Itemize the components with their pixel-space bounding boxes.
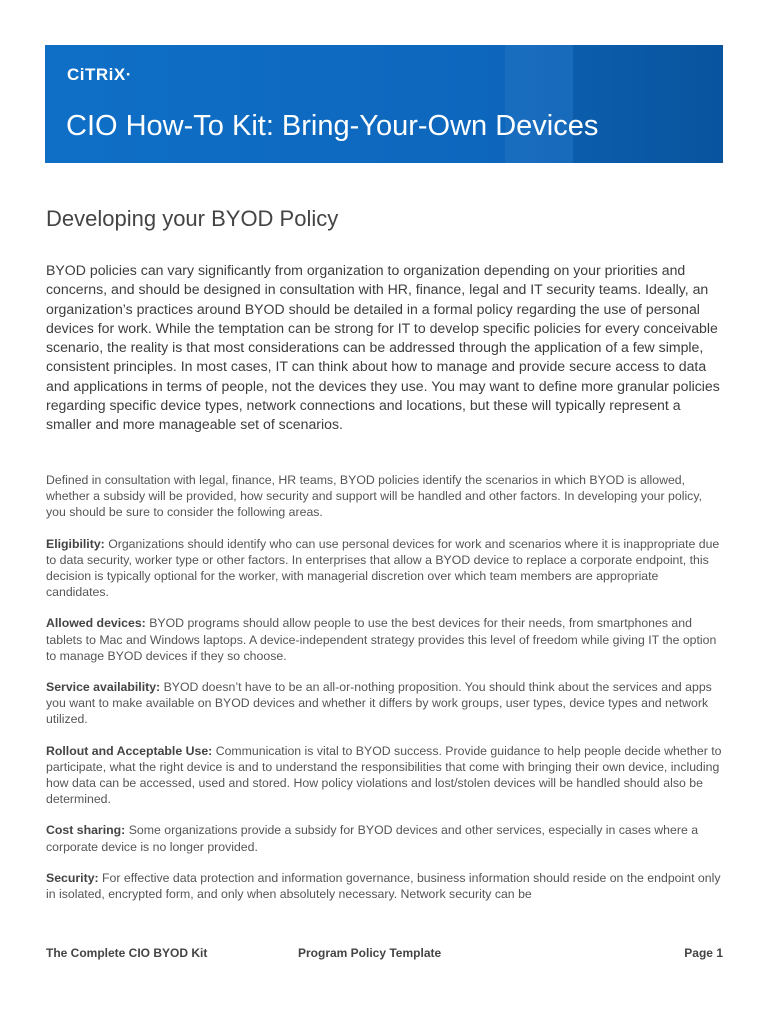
policy-area-term: Cost sharing: (46, 823, 126, 838)
policy-area (46, 822, 724, 854)
citrix-logo: CiTRiX· (67, 65, 132, 84)
policy-area-text: Organizations should identify who can use personal devices for work and scenarios where it is inappropriate due to data security, worker type or other factors. In enterprises that allow a BYOD device to replace a corporate endpoint, this decision is typically optional for the worker, with managerial discretion over which team members are appropriate candidates. (46, 536, 720, 600)
policy-area (46, 615, 724, 664)
lead-paragraph: Defined in consultation with legal, finance, HR teams, BYOD policies identify the scenarios in which BYOD is allowed, whether a subsidy will be provided, how security and support will be handled and other factors. In developing your policy, you should be sure to consider the following areas. (46, 473, 702, 520)
policy-area-text: Communication is vital to BYOD success. Provide guidance to help people decide whether to participate, what the right device is and to understand the responsibilities that come with bringing their own device, including how data can be accessed, used and stored. How policy violations and lost/stolen devices will be handled should also be determined. (46, 743, 722, 807)
policy-area (46, 743, 724, 808)
page-footer (46, 946, 723, 962)
footer-template-title: Program Policy Template (298, 946, 442, 960)
policy-area (46, 536, 724, 601)
policy-area-text: Some organizations provide a subsidy for BYOD devices and other services, especially in cases where a corporate device is no longer provided. (46, 823, 699, 854)
policy-area (46, 870, 724, 902)
banner-decoration (573, 45, 723, 163)
page-number: Page 1 (684, 946, 723, 960)
footer-kit-title: The Complete CIO BYOD Kit (46, 946, 208, 960)
intro-paragraph: BYOD policies can vary significantly from organization to organization depending on your priorities and concerns, and should be designed in consultation with HR, finance, legal and IT security teams. Ideally, an organization’s practices around BYOD should be detailed in a formal policy regarding the use of personal devices for work. While the temptation can be strong for IT to develop specific policies for every conceivable scenario, the reality is that most considerations can be addressed through the application of a few simple, consistent principles. In most cases, IT can think about how to manage and provide secure access to data and applications in terms of people, not the devices they use. You may want to define more granular policies regarding specific device types, network connections and locations, but these will typically represent a smaller and more manageable set of scenarios. (46, 262, 720, 433)
header-banner (45, 45, 723, 163)
banner-decoration (505, 45, 573, 163)
policy-area-term: Service availability: (46, 680, 161, 695)
policy-area-text: BYOD programs should allow people to use the best devices for their needs, from smartphones and tablets to Mac and Windows laptops. A device-independent strategy provides this level of freedom while giving IT the option to manage BYOD devices if they so choose. (46, 616, 717, 663)
section-title: Developing your BYOD Policy (46, 206, 339, 231)
policy-area-term: Allowed devices: (46, 616, 146, 631)
policy-area-term: Eligibility: (46, 536, 105, 551)
policy-area-term: Rollout and Acceptable Use: (46, 743, 213, 758)
document-title: CIO How-To Kit: Bring-Your-Own Devices (66, 110, 599, 142)
policy-area-term: Security: (46, 870, 99, 885)
policy-area-text: BYOD doesn’t have to be an all-or-nothing proposition. You should think about the services and apps you want to make available on BYOD devices and whether it differs by work groups, user types, device types and network utilized. (46, 680, 712, 727)
policy-area-text: For effective data protection and information governance, business information should reside on the endpoint only in isolated, encrypted form, and only when absolutely necessary. Network security can be (46, 870, 721, 902)
policy-content (46, 472, 724, 917)
policy-area (46, 679, 724, 728)
